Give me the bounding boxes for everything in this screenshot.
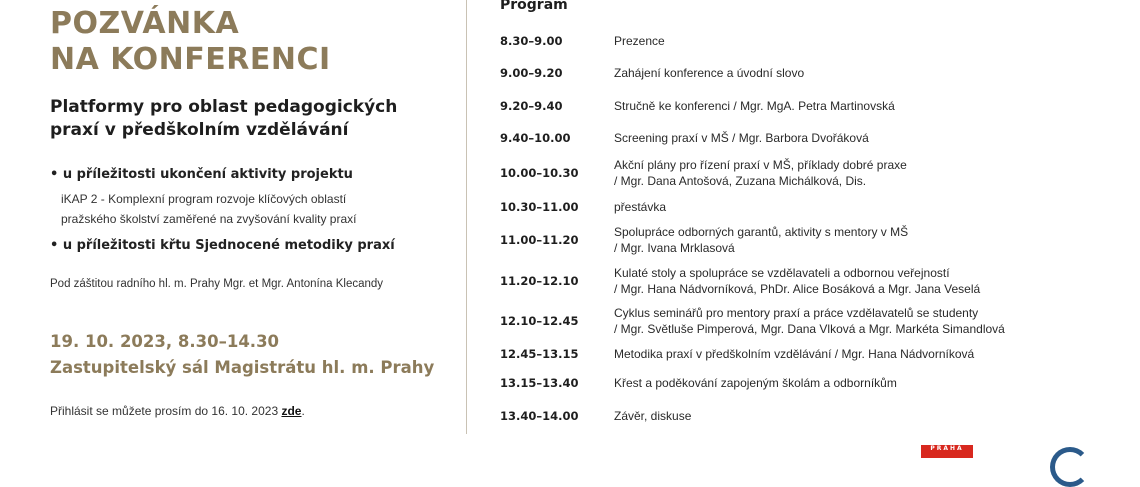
registration-note bbox=[50, 403, 305, 419]
program-description-line: přestávka bbox=[614, 200, 667, 214]
program-description-line: / Mgr. Dana Antošová, Zuzana Michálková, Dis. bbox=[614, 174, 867, 188]
program-time: 9.20–9.40 bbox=[500, 99, 563, 113]
registration-end: . bbox=[301, 404, 305, 418]
program-description-line: / Mgr. Hana Nádvorníková, PhDr. Alice Bosáková a Mgr. Jana Veselá bbox=[614, 282, 981, 296]
title-line-2: NA KONFERENCI bbox=[50, 42, 331, 77]
occasion-bullet-2: • u příležitosti křtu Sjednocené metodiky praxí bbox=[50, 238, 395, 253]
invitation-title bbox=[50, 6, 331, 78]
program-description bbox=[614, 157, 907, 189]
program-description-line: / Mgr. Světluše Pimperová, Mgr. Dana Vlková a Mgr. Markéta Simandlová bbox=[614, 322, 1005, 336]
program-description bbox=[614, 375, 897, 391]
program-description-line: Závěr, diskuse bbox=[614, 409, 692, 423]
program-time: 8.30–9.00 bbox=[500, 34, 563, 48]
event-venue: Zastupitelský sál Magistrátu hl. m. Prahy bbox=[50, 358, 435, 377]
program-description bbox=[614, 408, 691, 424]
program-time: 13.40–14.00 bbox=[500, 409, 579, 423]
program-description-line: Cyklus seminářů pro mentory praxí a práce vzdělavatelů se studenty bbox=[614, 306, 979, 320]
program-time: 10.00–10.30 bbox=[500, 166, 579, 180]
bullet-1-desc-line-1: iKAP 2 - Komplexní program rozvoje klíčových oblastí bbox=[61, 192, 347, 206]
patronage-note: Pod záštitou radního hl. m. Prahy Mgr. et Mgr. Antonína Klecandy bbox=[50, 278, 384, 290]
program-description-line: Zahájení konference a úvodní slovo bbox=[614, 66, 805, 80]
program-description bbox=[614, 130, 869, 146]
program-time: 11.20–12.10 bbox=[500, 274, 579, 288]
title-line-1: POZVÁNKA bbox=[50, 6, 240, 41]
program-description-line: Křest a poděkování zapojeným školám a odborníkům bbox=[614, 376, 897, 390]
subtitle-line-1: Platformy pro oblast pedagogických bbox=[50, 97, 398, 117]
occasion-bullet-1: • u příležitosti ukončení aktivity projektu bbox=[50, 167, 353, 182]
program-time: 10.30–11.00 bbox=[500, 200, 579, 214]
program-time: 13.15–13.40 bbox=[500, 376, 579, 390]
occasion-bullet-1-description bbox=[61, 189, 356, 229]
program-description bbox=[614, 346, 974, 362]
program-heading: Program bbox=[500, 0, 568, 13]
program-description bbox=[614, 265, 980, 297]
registration-text: Přihlásit se můžete prosím do 16. 10. 2023 bbox=[50, 404, 282, 418]
program-description-line: Akční plány pro řízení praxí v MŠ, příklady dobré praxe bbox=[614, 158, 907, 172]
program-description bbox=[614, 98, 895, 114]
bullet-1-desc-line-2: pražského školství zaměřené na zvyšování kvality praxí bbox=[61, 212, 357, 226]
program-time: 12.10–12.45 bbox=[500, 314, 579, 328]
program-description-line: Stručně ke konferenci / Mgr. MgA. Petra Martinovská bbox=[614, 99, 895, 113]
program-description-line: Kulaté stoly a spolupráce se vzdělavateli a odbornou veřejností bbox=[614, 266, 950, 280]
program-time: 12.45–13.15 bbox=[500, 347, 579, 361]
program-description bbox=[614, 65, 804, 81]
program-time: 9.40–10.00 bbox=[500, 131, 571, 145]
program-description-line: Screening praxí v MŠ / Mgr. Barbora Dvořáková bbox=[614, 131, 869, 145]
praha-logo bbox=[921, 445, 973, 458]
column-divider bbox=[466, 0, 467, 434]
event-date-time: 19. 10. 2023, 8.30–14.30 bbox=[50, 332, 280, 351]
program-description-line: Spolupráce odborných garantů, aktivity s mentory v MŠ bbox=[614, 225, 909, 239]
program-description bbox=[614, 199, 666, 215]
praha-logo-text: PRAHA bbox=[930, 445, 964, 452]
program-description bbox=[614, 305, 1005, 337]
program-description-line: Metodika praxí v předškolním vzdělávání / Mgr. Hana Nádvorníková bbox=[614, 347, 975, 361]
partner-logo-icon bbox=[1050, 447, 1090, 487]
program-time: 9.00–9.20 bbox=[500, 66, 563, 80]
program-description bbox=[614, 33, 665, 49]
registration-link[interactable]: zde bbox=[281, 404, 302, 418]
program-time: 11.00–11.20 bbox=[500, 233, 579, 247]
program-description-line: Prezence bbox=[614, 34, 665, 48]
conference-subtitle bbox=[50, 96, 397, 142]
program-description-line: / Mgr. Ivana Mrklasová bbox=[614, 241, 735, 255]
program-description bbox=[614, 224, 908, 256]
subtitle-line-2: praxí v předškolním vzdělávání bbox=[50, 120, 349, 140]
